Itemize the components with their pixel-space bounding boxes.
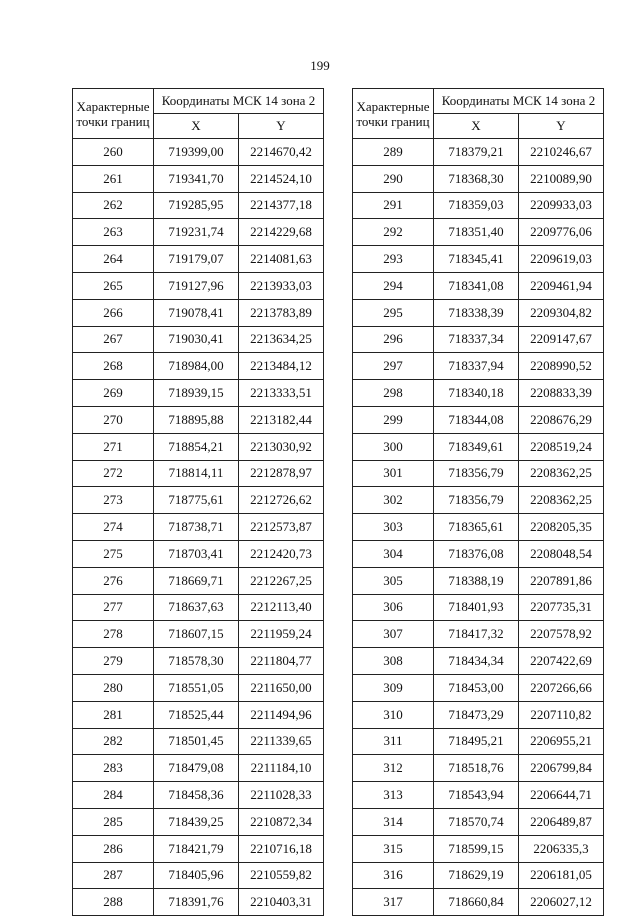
point-number-cell: 271 — [73, 433, 154, 460]
x-coordinate-cell: 718501,45 — [154, 728, 239, 755]
point-number-cell: 280 — [73, 674, 154, 701]
y-coordinate-cell: 2208362,25 — [519, 487, 604, 514]
point-number-cell: 310 — [353, 701, 434, 728]
y-coordinate-cell: 2211028,33 — [239, 782, 324, 809]
x-coordinate-cell: 718458,36 — [154, 782, 239, 809]
point-number-cell: 264 — [73, 246, 154, 273]
table-row — [73, 299, 324, 326]
table-row — [73, 380, 324, 407]
x-coordinate-cell: 718895,88 — [154, 406, 239, 433]
y-coordinate-cell: 2209304,82 — [519, 299, 604, 326]
point-number-cell: 276 — [73, 567, 154, 594]
point-number-cell: 261 — [73, 165, 154, 192]
y-coordinate-cell: 2209776,06 — [519, 219, 604, 246]
point-number-cell: 312 — [353, 755, 434, 782]
table-row — [73, 889, 324, 916]
point-number-cell: 266 — [73, 299, 154, 326]
x-coordinate-cell: 719399,00 — [154, 139, 239, 166]
x-coordinate-cell: 718543,94 — [434, 782, 519, 809]
point-number-cell: 281 — [73, 701, 154, 728]
y-coordinate-cell: 2206799,84 — [519, 755, 604, 782]
point-number-cell: 267 — [73, 326, 154, 353]
x-coordinate-cell: 718356,79 — [434, 460, 519, 487]
table-row — [73, 246, 324, 273]
table-row — [73, 701, 324, 728]
y-coordinate-cell: 2208676,29 — [519, 406, 604, 433]
x-coordinate-cell: 718629,19 — [434, 862, 519, 889]
table-row — [353, 514, 604, 541]
x-coordinate-cell: 718405,96 — [154, 862, 239, 889]
table-row — [353, 808, 604, 835]
points-column-header: Характерные точки границ — [73, 89, 154, 139]
point-number-cell: 287 — [73, 862, 154, 889]
x-coordinate-cell: 718337,94 — [434, 353, 519, 380]
point-number-cell: 316 — [353, 862, 434, 889]
table-row — [73, 808, 324, 835]
x-coordinate-cell: 718341,08 — [434, 272, 519, 299]
y-coordinate-cell: 2209933,03 — [519, 192, 604, 219]
point-number-cell: 273 — [73, 487, 154, 514]
x-coordinate-cell: 718775,61 — [154, 487, 239, 514]
y-coordinate-cell: 2212878,97 — [239, 460, 324, 487]
x-coordinate-cell: 718379,21 — [434, 139, 519, 166]
y-coordinate-cell: 2211804,77 — [239, 648, 324, 675]
table-row — [73, 139, 324, 166]
x-coordinate-cell: 718578,30 — [154, 648, 239, 675]
coordinates-table-left — [72, 88, 324, 916]
y-coordinate-cell: 2207266,66 — [519, 674, 604, 701]
table-row — [353, 594, 604, 621]
y-coordinate-cell: 2208519,24 — [519, 433, 604, 460]
point-number-cell: 260 — [73, 139, 154, 166]
table-row — [73, 433, 324, 460]
table-row — [353, 246, 604, 273]
x-coordinate-cell: 719078,41 — [154, 299, 239, 326]
y-coordinate-cell: 2208833,39 — [519, 380, 604, 407]
point-number-cell: 263 — [73, 219, 154, 246]
table-row — [73, 192, 324, 219]
x-coordinate-cell: 718939,15 — [154, 380, 239, 407]
point-number-cell: 269 — [73, 380, 154, 407]
table-row — [73, 165, 324, 192]
point-number-cell: 297 — [353, 353, 434, 380]
table-row — [353, 299, 604, 326]
y-coordinate-cell: 2210716,18 — [239, 835, 324, 862]
y-coordinate-cell: 2207735,31 — [519, 594, 604, 621]
point-number-cell: 284 — [73, 782, 154, 809]
y-coordinate-cell: 2211494,96 — [239, 701, 324, 728]
x-coordinate-cell: 718345,41 — [434, 246, 519, 273]
table-row — [353, 406, 604, 433]
table-row — [353, 889, 604, 916]
y-coordinate-cell: 2209461,94 — [519, 272, 604, 299]
table-row — [353, 701, 604, 728]
table-row — [353, 862, 604, 889]
x-coordinate-cell: 718391,76 — [154, 889, 239, 916]
x-coordinate-cell: 719231,74 — [154, 219, 239, 246]
y-coordinate-cell: 2211184,10 — [239, 755, 324, 782]
point-number-cell: 307 — [353, 621, 434, 648]
point-number-cell: 274 — [73, 514, 154, 541]
point-number-cell: 304 — [353, 540, 434, 567]
point-number-cell: 313 — [353, 782, 434, 809]
y-coordinate-cell: 2210246,67 — [519, 139, 604, 166]
coordinates-title-header: Координаты МСК 14 зона 2 — [154, 89, 324, 114]
coordinates-table-right — [352, 88, 604, 916]
table-row — [353, 433, 604, 460]
y-coordinate-cell: 2213933,03 — [239, 272, 324, 299]
table-row — [73, 674, 324, 701]
table-row — [353, 648, 604, 675]
x-coordinate-cell: 718439,25 — [154, 808, 239, 835]
y-coordinate-cell: 2214524,10 — [239, 165, 324, 192]
y-coordinate-cell: 2208990,52 — [519, 353, 604, 380]
coordinates-title-header: Координаты МСК 14 зона 2 — [434, 89, 604, 114]
x-coordinate-cell: 718607,15 — [154, 621, 239, 648]
y-coordinate-cell: 2208048,54 — [519, 540, 604, 567]
y-coordinate-cell: 2211959,24 — [239, 621, 324, 648]
table-row — [73, 567, 324, 594]
table-row — [73, 272, 324, 299]
table-row — [353, 353, 604, 380]
point-number-cell: 314 — [353, 808, 434, 835]
point-number-cell: 272 — [73, 460, 154, 487]
point-number-cell: 302 — [353, 487, 434, 514]
y-coordinate-cell: 2214229,68 — [239, 219, 324, 246]
x-coordinate-cell: 718599,15 — [434, 835, 519, 862]
x-coordinate-cell: 718359,03 — [434, 192, 519, 219]
point-number-cell: 308 — [353, 648, 434, 675]
table-row — [353, 192, 604, 219]
y-coordinate-cell: 2211650,00 — [239, 674, 324, 701]
x-coordinate-cell: 718421,79 — [154, 835, 239, 862]
table-row — [73, 594, 324, 621]
point-number-cell: 309 — [353, 674, 434, 701]
x-column-header: X — [154, 114, 239, 139]
point-number-cell: 305 — [353, 567, 434, 594]
y-coordinate-cell: 2207422,69 — [519, 648, 604, 675]
point-number-cell: 268 — [73, 353, 154, 380]
y-coordinate-cell: 2210089,90 — [519, 165, 604, 192]
point-number-cell: 290 — [353, 165, 434, 192]
x-coordinate-cell: 718479,08 — [154, 755, 239, 782]
x-coordinate-cell: 718814,11 — [154, 460, 239, 487]
y-coordinate-cell: 2210403,31 — [239, 889, 324, 916]
x-coordinate-cell: 718349,61 — [434, 433, 519, 460]
y-coordinate-cell: 2211339,65 — [239, 728, 324, 755]
table-row — [353, 540, 604, 567]
x-coordinate-cell: 718669,71 — [154, 567, 239, 594]
x-coordinate-cell: 718338,39 — [434, 299, 519, 326]
x-coordinate-cell: 719285,95 — [154, 192, 239, 219]
x-coordinate-cell: 718351,40 — [434, 219, 519, 246]
x-coordinate-cell: 718637,63 — [154, 594, 239, 621]
y-coordinate-cell: 2214377,18 — [239, 192, 324, 219]
y-coordinate-cell: 2213634,25 — [239, 326, 324, 353]
x-coordinate-cell: 718551,05 — [154, 674, 239, 701]
table-row — [353, 835, 604, 862]
y-coordinate-cell: 2206489,87 — [519, 808, 604, 835]
y-coordinate-cell: 2208205,35 — [519, 514, 604, 541]
table-row — [73, 487, 324, 514]
table-row — [353, 219, 604, 246]
x-coordinate-cell: 718984,00 — [154, 353, 239, 380]
point-number-cell: 301 — [353, 460, 434, 487]
x-coordinate-cell: 718570,74 — [434, 808, 519, 835]
point-number-cell: 270 — [73, 406, 154, 433]
table-row — [73, 514, 324, 541]
x-coordinate-cell: 718344,08 — [434, 406, 519, 433]
table-row — [73, 648, 324, 675]
x-coordinate-cell: 719127,96 — [154, 272, 239, 299]
y-column-header: Y — [239, 114, 324, 139]
y-coordinate-cell: 2212726,62 — [239, 487, 324, 514]
table-row — [73, 219, 324, 246]
y-coordinate-cell: 2213783,89 — [239, 299, 324, 326]
table-row — [353, 674, 604, 701]
table-row — [353, 272, 604, 299]
x-coordinate-cell: 718434,34 — [434, 648, 519, 675]
y-coordinate-cell: 2207110,82 — [519, 701, 604, 728]
y-coordinate-cell: 2207891,86 — [519, 567, 604, 594]
point-number-cell: 296 — [353, 326, 434, 353]
table-row — [353, 782, 604, 809]
x-coordinate-cell: 718417,32 — [434, 621, 519, 648]
table-row — [353, 567, 604, 594]
x-coordinate-cell: 718388,19 — [434, 567, 519, 594]
point-number-cell: 317 — [353, 889, 434, 916]
point-number-cell: 285 — [73, 808, 154, 835]
point-number-cell: 300 — [353, 433, 434, 460]
y-coordinate-cell: 2210872,34 — [239, 808, 324, 835]
table-row — [353, 165, 604, 192]
y-coordinate-cell: 2212267,25 — [239, 567, 324, 594]
y-coordinate-cell: 2208362,25 — [519, 460, 604, 487]
x-coordinate-cell: 718365,61 — [434, 514, 519, 541]
point-number-cell: 275 — [73, 540, 154, 567]
x-coordinate-cell: 718368,30 — [434, 165, 519, 192]
point-number-cell: 265 — [73, 272, 154, 299]
x-coordinate-cell: 718401,93 — [434, 594, 519, 621]
table-row — [73, 862, 324, 889]
y-coordinate-cell: 2212420,73 — [239, 540, 324, 567]
x-column-header: X — [434, 114, 519, 139]
y-coordinate-cell: 2206181,05 — [519, 862, 604, 889]
y-coordinate-cell: 2207578,92 — [519, 621, 604, 648]
table-row — [73, 353, 324, 380]
y-coordinate-cell: 2210559,82 — [239, 862, 324, 889]
table-row — [73, 460, 324, 487]
x-coordinate-cell: 718518,76 — [434, 755, 519, 782]
y-coordinate-cell: 2214670,42 — [239, 139, 324, 166]
point-number-cell: 292 — [353, 219, 434, 246]
y-coordinate-cell: 2213333,51 — [239, 380, 324, 407]
points-column-header: Характерные точки границ — [353, 89, 434, 139]
point-number-cell: 289 — [353, 139, 434, 166]
point-number-cell: 278 — [73, 621, 154, 648]
point-number-cell: 295 — [353, 299, 434, 326]
point-number-cell: 286 — [73, 835, 154, 862]
y-coordinate-cell: 2212113,40 — [239, 594, 324, 621]
y-coordinate-cell: 2212573,87 — [239, 514, 324, 541]
table-row — [353, 139, 604, 166]
table-row — [353, 380, 604, 407]
point-number-cell: 282 — [73, 728, 154, 755]
y-coordinate-cell: 2214081,63 — [239, 246, 324, 273]
y-coordinate-cell: 2209147,67 — [519, 326, 604, 353]
x-coordinate-cell: 719341,70 — [154, 165, 239, 192]
y-column-header: Y — [519, 114, 604, 139]
table-row — [73, 406, 324, 433]
point-number-cell: 306 — [353, 594, 434, 621]
x-coordinate-cell: 718337,34 — [434, 326, 519, 353]
x-coordinate-cell: 718703,41 — [154, 540, 239, 567]
table-row — [353, 460, 604, 487]
x-coordinate-cell: 718340,18 — [434, 380, 519, 407]
x-coordinate-cell: 718376,08 — [434, 540, 519, 567]
table-row — [353, 326, 604, 353]
x-coordinate-cell: 718453,00 — [434, 674, 519, 701]
x-coordinate-cell: 718495,21 — [434, 728, 519, 755]
y-coordinate-cell: 2206955,21 — [519, 728, 604, 755]
table-row — [353, 755, 604, 782]
table-row — [73, 326, 324, 353]
x-coordinate-cell: 718525,44 — [154, 701, 239, 728]
y-coordinate-cell: 2206335,3 — [519, 835, 604, 862]
x-coordinate-cell: 719030,41 — [154, 326, 239, 353]
y-coordinate-cell: 2206027,12 — [519, 889, 604, 916]
page-number: 199 — [310, 58, 330, 73]
table-row — [73, 540, 324, 567]
table-row — [73, 782, 324, 809]
point-number-cell: 283 — [73, 755, 154, 782]
point-number-cell: 293 — [353, 246, 434, 273]
point-number-cell: 291 — [353, 192, 434, 219]
table-row — [73, 621, 324, 648]
x-coordinate-cell: 718854,21 — [154, 433, 239, 460]
point-number-cell: 288 — [73, 889, 154, 916]
point-number-cell: 279 — [73, 648, 154, 675]
point-number-cell: 315 — [353, 835, 434, 862]
y-coordinate-cell: 2206644,71 — [519, 782, 604, 809]
x-coordinate-cell: 718660,84 — [434, 889, 519, 916]
x-coordinate-cell: 718356,79 — [434, 487, 519, 514]
table-row — [353, 487, 604, 514]
point-number-cell: 277 — [73, 594, 154, 621]
table-row — [73, 728, 324, 755]
x-coordinate-cell: 718738,71 — [154, 514, 239, 541]
y-coordinate-cell: 2213182,44 — [239, 406, 324, 433]
point-number-cell: 294 — [353, 272, 434, 299]
table-row — [73, 755, 324, 782]
table-row — [353, 728, 604, 755]
table-row — [353, 621, 604, 648]
point-number-cell: 311 — [353, 728, 434, 755]
y-coordinate-cell: 2213484,12 — [239, 353, 324, 380]
point-number-cell: 299 — [353, 406, 434, 433]
point-number-cell: 298 — [353, 380, 434, 407]
point-number-cell: 303 — [353, 514, 434, 541]
table-row — [73, 835, 324, 862]
point-number-cell: 262 — [73, 192, 154, 219]
y-coordinate-cell: 2213030,92 — [239, 433, 324, 460]
y-coordinate-cell: 2209619,03 — [519, 246, 604, 273]
x-coordinate-cell: 719179,07 — [154, 246, 239, 273]
x-coordinate-cell: 718473,29 — [434, 701, 519, 728]
